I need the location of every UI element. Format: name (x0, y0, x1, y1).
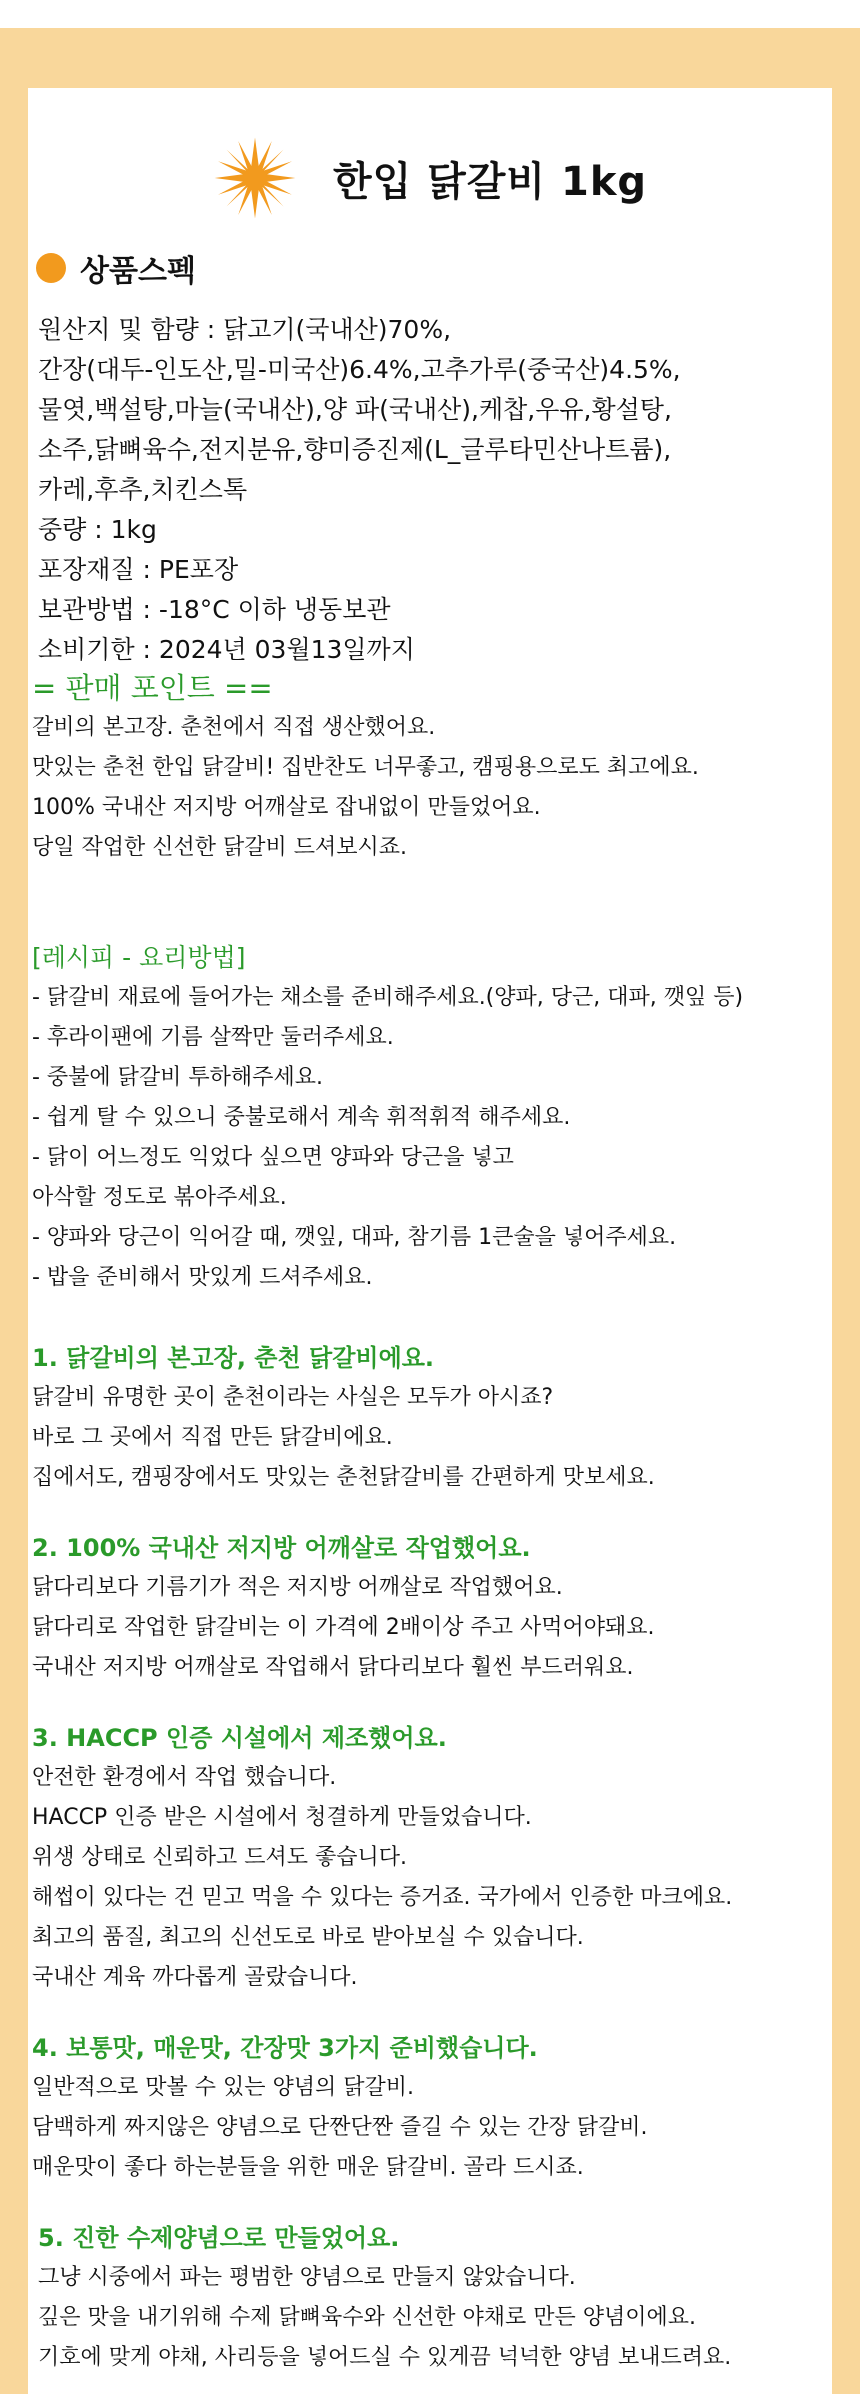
point-heading: 1. 닭갈비의 본고장, 춘천 닭갈비에요. (32, 1344, 435, 1372)
recipe-line: - 양파와 당근이 익어갈 때, 깻잎, 대파, 참기름 1큰술을 넣어주세요. (32, 1225, 677, 1250)
point-line: 안전한 환경에서 작업 했습니다. (32, 1765, 337, 1790)
spec-line: 보관방법 : -18°C 이하 냉동보관 (38, 595, 391, 624)
point-line: 위생 상태로 신뢰하고 드셔도 좋습니다. (32, 1845, 407, 1870)
spec-line: 포장재질 : PE포장 (38, 555, 239, 584)
point-line: 국내산 저지방 어깨살로 작업해서 닭다리보다 훨씬 부드러워요. (32, 1655, 634, 1680)
point-line: 일반적으로 맛볼 수 있는 양념의 닭갈비. (32, 2075, 414, 2100)
sales-heading: = 판매 포인트 == (32, 671, 273, 705)
sales-line: 당일 작업한 신선한 닭갈비 드셔보시죠. (32, 835, 407, 860)
point-section-4 (32, 2028, 832, 2188)
point-section-3 (32, 1718, 832, 1998)
recipe-line: - 중불에 닭갈비 투하해주세요. (32, 1065, 323, 1090)
point-line: 기호에 맞게 야채, 사리등을 넣어드실 수 있게끔 넉넉한 양념 보내드려요. (38, 2345, 732, 2370)
spec-line: 카레,후추,치킨스톡 (38, 475, 248, 504)
recipe-line: - 후라이팬에 기름 살짝만 둘러주세요. (32, 1025, 394, 1050)
point-line: 해썹이 있다는 건 믿고 먹을 수 있다는 증거죠. 국가에서 인증한 마크에요. (32, 1885, 733, 1910)
point-line: 깊은 맛을 내기위해 수제 닭뼈육수와 신선한 야채로 만든 양념이에요. (38, 2305, 696, 2330)
sales-section (32, 668, 832, 868)
point-line: HACCP 인증 받은 시설에서 청결하게 만들었습니다. (32, 1805, 532, 1830)
spec-line: 소주,닭뼈육수,전지분유,향미증진제(L_글루타민산나트륨), (38, 435, 672, 464)
recipe-line: - 닭이 어느정도 익었다 싶으면 양파와 당근을 넣고 (32, 1145, 514, 1170)
point-section-2 (32, 1528, 832, 1688)
spec-body (38, 310, 828, 670)
spec-line: 중량 : 1kg (38, 515, 157, 544)
point-line: 최고의 품질, 최고의 신선도로 바로 받아보실 수 있습니다. (32, 1925, 584, 1950)
recipe-line: 아삭할 정도로 볶아주세요. (32, 1185, 287, 1210)
point-line: 국내산 계육 까다롭게 골랐습니다. (32, 1965, 358, 1990)
spec-line: 간장(대두-인도산,밀-미국산)6.4%,고추가루(중국산)4.5%, (38, 355, 681, 384)
point-line: 바로 그 곳에서 직접 만든 닭갈비에요. (32, 1425, 393, 1450)
recipe-line: - 밥을 준비해서 맛있게 드셔주세요. (32, 1265, 373, 1290)
spec-line: 물엿,백설탕,마늘(국내산),양 파(국내산),케찹,우유,황설탕, (38, 395, 672, 424)
point-line: 매운맛이 좋다 하는분들을 위한 매운 닭갈비. 골라 드시죠. (32, 2155, 584, 2180)
spec-title: 상품스펙 (80, 254, 196, 289)
point-line: 닭갈비 유명한 곳이 춘천이라는 사실은 모두가 아시죠? (32, 1385, 554, 1410)
title-row (28, 128, 832, 228)
spec-header (36, 248, 196, 288)
orange-dot-icon (36, 253, 66, 283)
page-title: 한입 닭갈비 1kg (332, 158, 648, 205)
point-heading: 5. 진한 수제양념으로 만들었어요. (38, 2224, 400, 2252)
page-frame (0, 28, 860, 2394)
point-heading: 3. HACCP 인증 시설에서 제조했어요. (32, 1724, 447, 1752)
top-strip (0, 0, 860, 28)
point-line: 담백하게 짜지않은 양념으로 단짠단짠 즐길 수 있는 간장 닭갈비. (32, 2115, 648, 2140)
recipe-section (32, 938, 832, 1298)
point-section-5 (38, 2218, 838, 2378)
sales-line: 맛있는 춘천 한입 닭갈비! 집반찬도 너무좋고, 캠핑용으로도 최고에요. (32, 755, 699, 780)
content-card (28, 88, 832, 2394)
recipe-heading: [레시피 - 요리방법] (32, 943, 246, 972)
point-line: 닭다리보다 기름기가 적은 저지방 어깨살로 작업했어요. (32, 1575, 563, 1600)
recipe-line: - 쉽게 탈 수 있으니 중불로해서 계속 휘적휘적 해주세요. (32, 1105, 571, 1130)
sun-icon (213, 136, 297, 220)
point-line: 닭다리로 작업한 닭갈비는 이 가격에 2배이상 주고 사먹어야돼요. (32, 1615, 655, 1640)
sales-line: 갈비의 본고장. 춘천에서 직접 생산했어요. (32, 715, 436, 740)
point-heading: 4. 보통맛, 매운맛, 간장맛 3가지 준비했습니다. (32, 2034, 538, 2062)
point-line: 그냥 시중에서 파는 평범한 양념으로 만들지 않았습니다. (38, 2265, 576, 2290)
recipe-line: - 닭갈비 재료에 들어가는 채소를 준비해주세요.(양파, 당근, 대파, 깻잎 등) (32, 985, 744, 1010)
spec-line: 원산지 및 함량 : 닭고기(국내산)70%, (38, 315, 452, 344)
point-heading: 2. 100% 국내산 저지방 어깨살로 작업했어요. (32, 1534, 531, 1562)
point-section-1 (32, 1338, 832, 1498)
spec-line: 소비기한 : 2024년 03월13일까지 (38, 635, 415, 664)
sales-line: 100% 국내산 저지방 어깨살로 잡내없이 만들었어요. (32, 795, 541, 820)
point-line: 집에서도, 캠핑장에서도 맛있는 춘천닭갈비를 간편하게 맛보세요. (32, 1465, 655, 1490)
